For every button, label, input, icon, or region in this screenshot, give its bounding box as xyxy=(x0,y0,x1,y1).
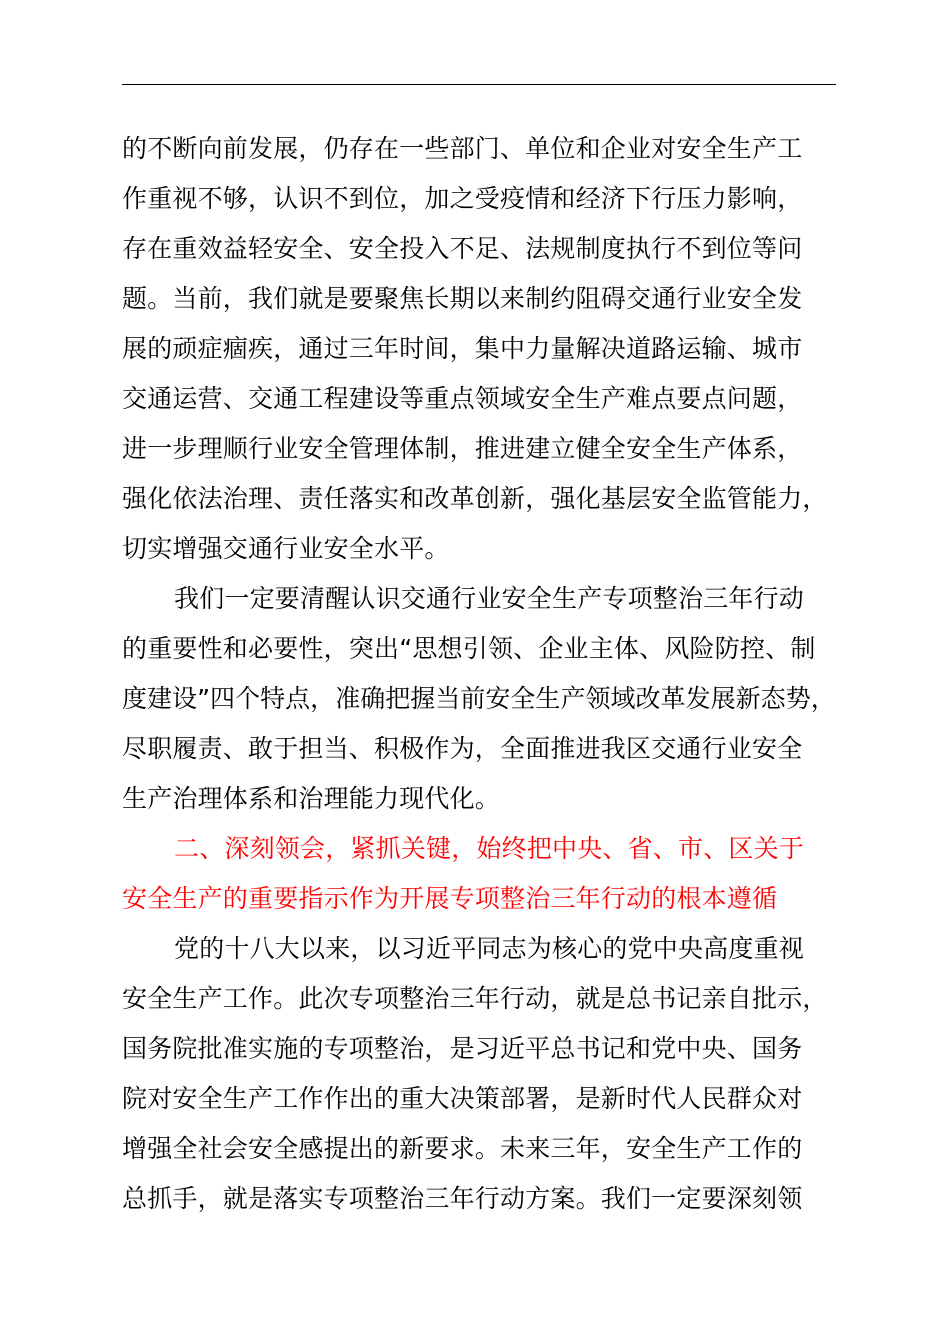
text-line: 交通运营、交通工程建设等重点领域安全生产难点要点问题， xyxy=(122,384,803,413)
text-line: 生产治理体系和治理能力现代化。 xyxy=(122,784,501,813)
text-line: 院对安全生产工作作出的重大决策部署，是新时代人民群众对 xyxy=(122,1084,803,1113)
document-body xyxy=(122,124,836,1224)
text-line: 的重要性和必要性，突出“思想引领、企业主体、风险防控、制 xyxy=(122,634,816,663)
text-line: 进一步理顺行业安全管理体制，推进建立健全安全生产体系， xyxy=(122,434,803,463)
text-line: 安全生产工作。此次专项整治三年行动，就是总书记亲自批示， xyxy=(122,984,828,1013)
text-line: 的不断向前发展，仍存在一些部门、单位和企业对安全生产工 xyxy=(122,134,803,163)
text-line: 国务院批准实施的专项整治，是习近平总书记和党中央、国务 xyxy=(122,1034,803,1063)
text-line: 增强全社会安全感提出的新要求。未来三年，安全生产工作的 xyxy=(122,1134,803,1163)
text-line: 存在重效益轻安全、安全投入不足、法规制度执行不到位等问 xyxy=(122,234,803,263)
text-line: 强化依法治理、责任落实和改革创新，强化基层安全监管能力， xyxy=(122,484,828,513)
section-heading-line: 安全生产的重要指示作为开展专项整治三年行动的根本遵循 xyxy=(122,884,778,913)
text-line: 切实增强交通行业安全水平。 xyxy=(122,534,450,563)
text-line: 作重视不够，认识不到位，加之受疫情和经济下行压力影响， xyxy=(122,184,803,213)
text-line: 题。当前，我们就是要聚焦长期以来制约阻碍交通行业安全发 xyxy=(122,284,803,313)
text-line: 尽职履责、敢于担当、积极作为，全面推进我区交通行业安全 xyxy=(122,734,803,763)
paragraph-start-line: 我们一定要清醒认识交通行业安全生产专项整治三年行动 xyxy=(174,584,805,613)
header-rule xyxy=(122,84,836,85)
paragraph-start-line: 党的十八大以来，以习近平同志为核心的党中央高度重视 xyxy=(174,934,805,963)
text-line: 总抓手，就是落实专项整治三年行动方案。我们一定要深刻领 xyxy=(122,1184,803,1213)
section-heading-line: 二、深刻领会，紧抓关键，始终把中央、省、市、区关于 xyxy=(174,834,805,863)
text-line: 展的顽症痼疾，通过三年时间，集中力量解决道路运输、城市 xyxy=(122,334,803,363)
text-line: 度建设”四个特点，准确把握当前安全生产领域改革发展新态势， xyxy=(122,684,836,713)
